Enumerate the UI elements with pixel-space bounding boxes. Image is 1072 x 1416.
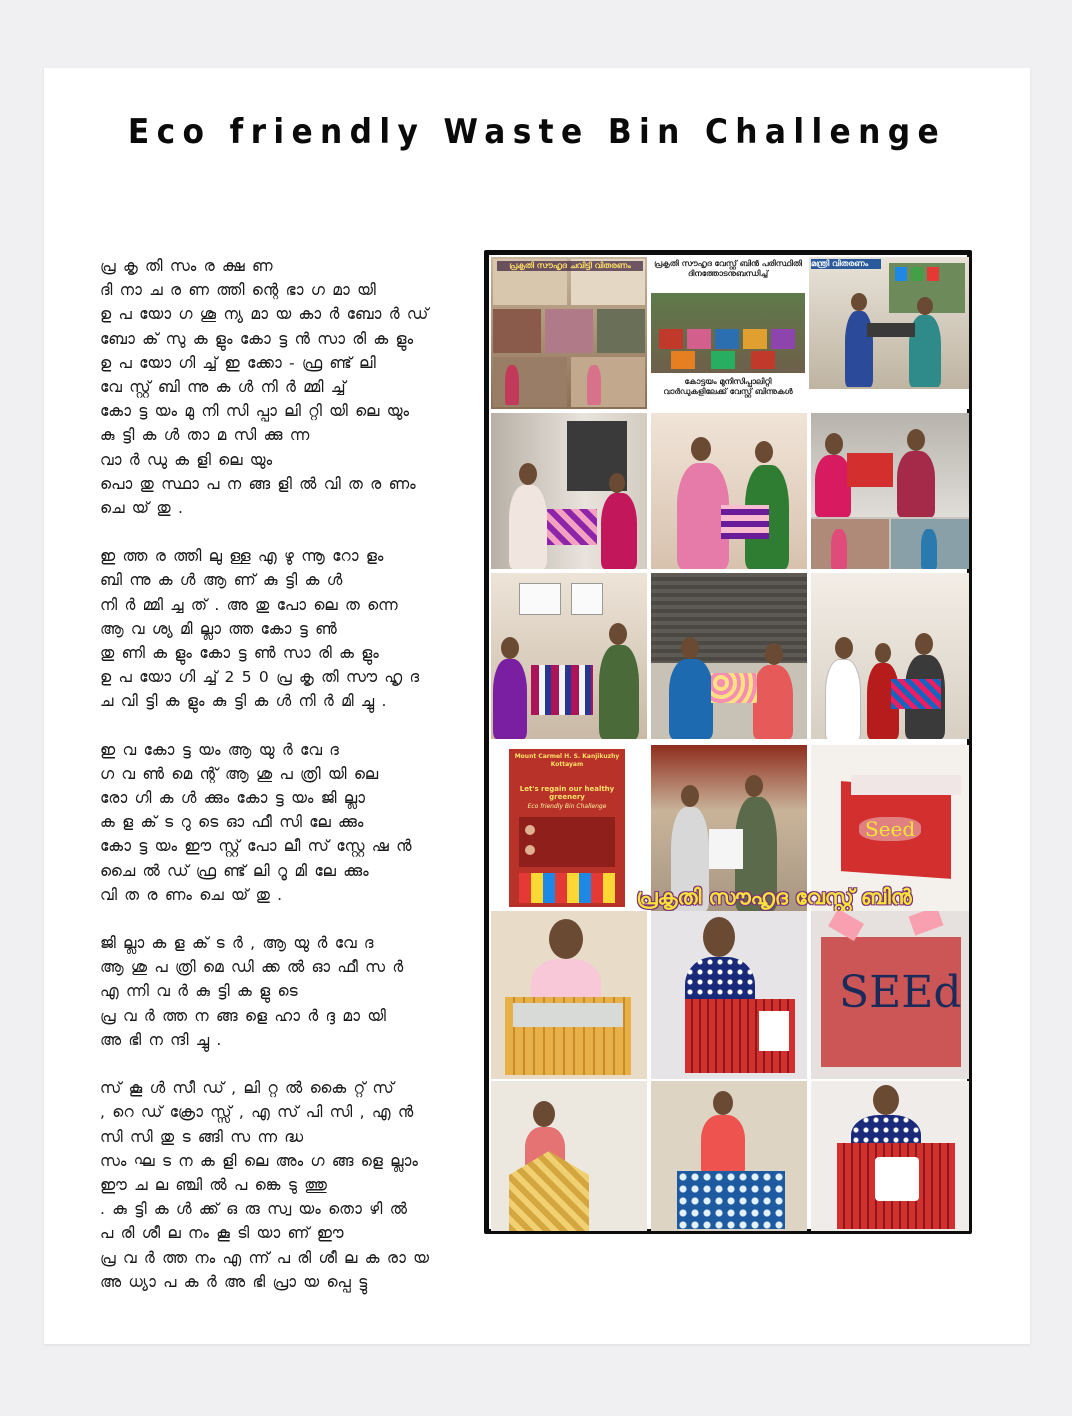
paragraph-1: പ്ര കൃ തി സം ര ക്ഷ ണ ദി നാ ച ര ണ ത്തി ന്റെ ഭാ ഗ മാ യി ഉ പ യോ ഗ ശൂ ന്യ മാ യ കാ ർ ബോ ർ ഡ് ബോ ക് സു ക ളും കോ ട്ട ൻ സാ രി ക ളും ഉ പ യോ ഗി ച്ച് ഇ ക്കോ - ഫ്ര ണ്ട് ലി വേ സ്റ്റ് ബി ന്നു ക ൾ നി ർ മ്മി ച്ച് കോ ട്ട യം മു നി സി പ്പാ ലി റ്റി യി ലെ യും കു ട്ടി ക ൾ താ മ സി ക്കു ന്ന വാ ർ ഡു ക ളി ലെ യും പൊ തു സ്ഥാ പ ന ങ്ങ ളി ൽ വി ത ര ണം ചെ യ് തു . (100, 257, 430, 518)
photo-girl-woven-bin (491, 911, 647, 1079)
photo-handover-5 (651, 573, 807, 739)
paragraph-5: സ് കൂ ൾ സീ ഡ് , ലി റ്റ ൽ കൈ റ്റ് സ് , റെ ഡ് ക്രോ സ്സ് , എ സ് പി സി , എ ൻ സി സി തു ട ങ്ങി സ ന്ന ദ്ധ സം ഘ ട ന ക ളി ലെ അം ഗ ങ്ങ ളെ ല്ലാം ഈ ച ല ഞ്ചി ൽ പ ങ്കെ ടു ത്തു . കു ട്ടി ക ൾ ക്ക് ഒ രു സ്വ യം തൊ ഴി ൽ പ രി ശീ ല നം കൂ ടി യാ ണ് ഈ പ്ര വ ർ ത്ത നം എ ന്ന് പ രി ശീ ല ക രാ യ അ ധ്യാ പ ക ർ അ ഭി പ്രാ യ പ്പെ ട്ടു (100, 1079, 431, 1291)
box-seed-label: Seed (859, 817, 921, 841)
seed-sign-text: SEEd (839, 967, 962, 1018)
caption-bottom: കോട്ടയം മുനിസിപ്പാലിറ്റി വാർഡുകളിലേക്ക് വേസ്റ്റ് ബിന്നുകൾ (663, 377, 793, 396)
poster-slogan: Let's regain our healthy greenery (519, 785, 615, 801)
poster-challenge: Eco friendly Bin Challenge (527, 803, 607, 810)
caption-left: പ്രകൃതി സൗഹൃദ ചവിട്ടി വിതരണം (497, 261, 643, 271)
photo-girl-floral-bin (651, 1081, 807, 1231)
photo-bins-display (651, 257, 805, 409)
photo-handover-6 (811, 573, 969, 739)
photo-distribution-group (491, 257, 647, 409)
photo-seed-sign (811, 911, 969, 1079)
paragraph-2: ഇ ത്ത ര ത്തി ലു ള്ള എ ഴു ന്നൂ റോ ളം ബി ന്നു ക ൾ ആ ണ് കു ട്ടി ക ൾ നി ർ മ്മി ച്ച ത് . അ തു പോ ലെ ത ന്നെ ആ വ ശ്യ മി ല്ലാ ത്ത കോ ട്ട ൺ തു ണി ക ളും കോ ട്ട ൺ സാ രി ക ളും ഉ പ യോ ഗി ച്ച് 2 5 0 പ്ര കൃ തി സൗ ഹൃ ദ ച വി ട്ടി ക ളും കു ട്ടി ക ൾ നി ർ മി ച്ചു . (100, 547, 421, 711)
poster-school: Mount Carmel H. S. Kanjikuzhy Kottayam (514, 753, 620, 768)
paragraph-4: ജി ല്ലാ ക ള ക് ട ർ , ആ യു ർ വേ ദ ആ ശു പ ത്രി മെ ഡി ക്ക ൽ ഓ ഫീ സ ർ എ ന്നി വ ർ കു ട്ടി ക ളു ടെ പ്ര വ ർ ത്ത ന ങ്ങ ളെ ഹാ ർ ദ്ദ മാ യി അ ഭി ന ന്ദി ച്ചു . (100, 934, 405, 1049)
photo-handover-2 (651, 413, 807, 569)
document-page (44, 68, 1030, 1344)
photo-girl-house-bin (491, 1081, 647, 1231)
photo-handover-3 (811, 413, 969, 569)
photo-girl-red-crate (811, 1081, 969, 1231)
caption-right: മന്ത്രി വിതരണം (811, 259, 881, 269)
page-title: Eco friendly Waste Bin Challenge (127, 112, 947, 152)
paragraph-3: ഇ വ കോ ട്ട യം ആ യു ർ വേ ദ ഗ വ ൺ മെ ന്റ് ആ ശു പ ത്രി യി ലെ രോ ഗി ക ൾ ക്കും കോ ട്ട യം ജി ല്ലാ ക ള ക് ട റു ടെ ഓ ഫീ സി ലേ ക്കും കോ ട്ട യം ഈ സ്റ്റ് പോ ലീ സ് സ്റ്റേ ഷ ൻ ചൈ ൽ ഡ് ഫ്ര ണ്ട് ലി റൂ മി ലേ ക്കും വി ത ര ണം ചെ യ് തു . (100, 740, 413, 904)
photo-collage (484, 250, 972, 1234)
collage-top-panel (491, 257, 969, 409)
article-text (100, 254, 470, 1318)
photo-handover-4 (491, 573, 647, 739)
caption-middle: പ്രകൃതി സൗഹൃദ വേസ്റ്റ് ബിൻ പരിസ്ഥിതി ദിനത്തോടനുബന്ധിച്ച് (654, 259, 802, 278)
collage-banner: പ്രകൃതി സൗഹൃദ വേസ്റ്റ് ബിൻ (636, 885, 912, 909)
photo-minister-handover (809, 257, 969, 389)
photo-handover-1 (491, 413, 647, 569)
photo-girl-crate-bin (651, 911, 807, 1079)
